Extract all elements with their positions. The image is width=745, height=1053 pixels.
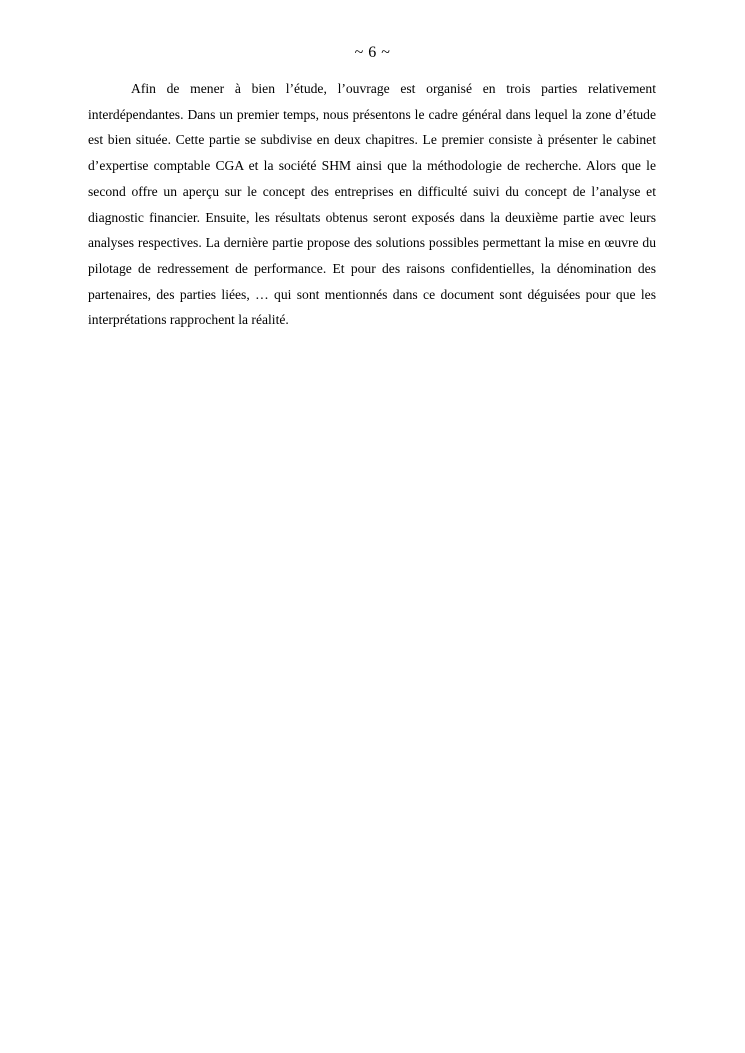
page-number: ~ 6 ~	[354, 44, 391, 61]
body-paragraph: Afin de mener à bien l’étude, l’ouvrage est organisé en trois parties relativement interdépendantes. Dans un premier temps, nous présentons le cadre général dans lequel la zone d’étude est bien située. Cette partie se subdivise en deux chapitres. Le premier consiste à présenter le cabinet d’expertise comptable CGA et la société SHM ainsi que la méthodologie de recherche. Alors que le second offre un aperçu sur le concept des entreprises en difficulté suivi du concept de l’analyse et diagnostic financier. Ensuite, les résultats obtenus seront exposés dans la deuxième partie avec leurs analyses respectives. La dernière partie propose des solutions possibles permettant la mise en œuvre du pilotage de redressement de performance. Et pour des raisons confidentielles, la dénomination des partenaires, des parties liées, … qui sont mentionnés dans ce document sont déguisées pour que les interprétations rapprochent la réalité.	[88, 81, 656, 328]
